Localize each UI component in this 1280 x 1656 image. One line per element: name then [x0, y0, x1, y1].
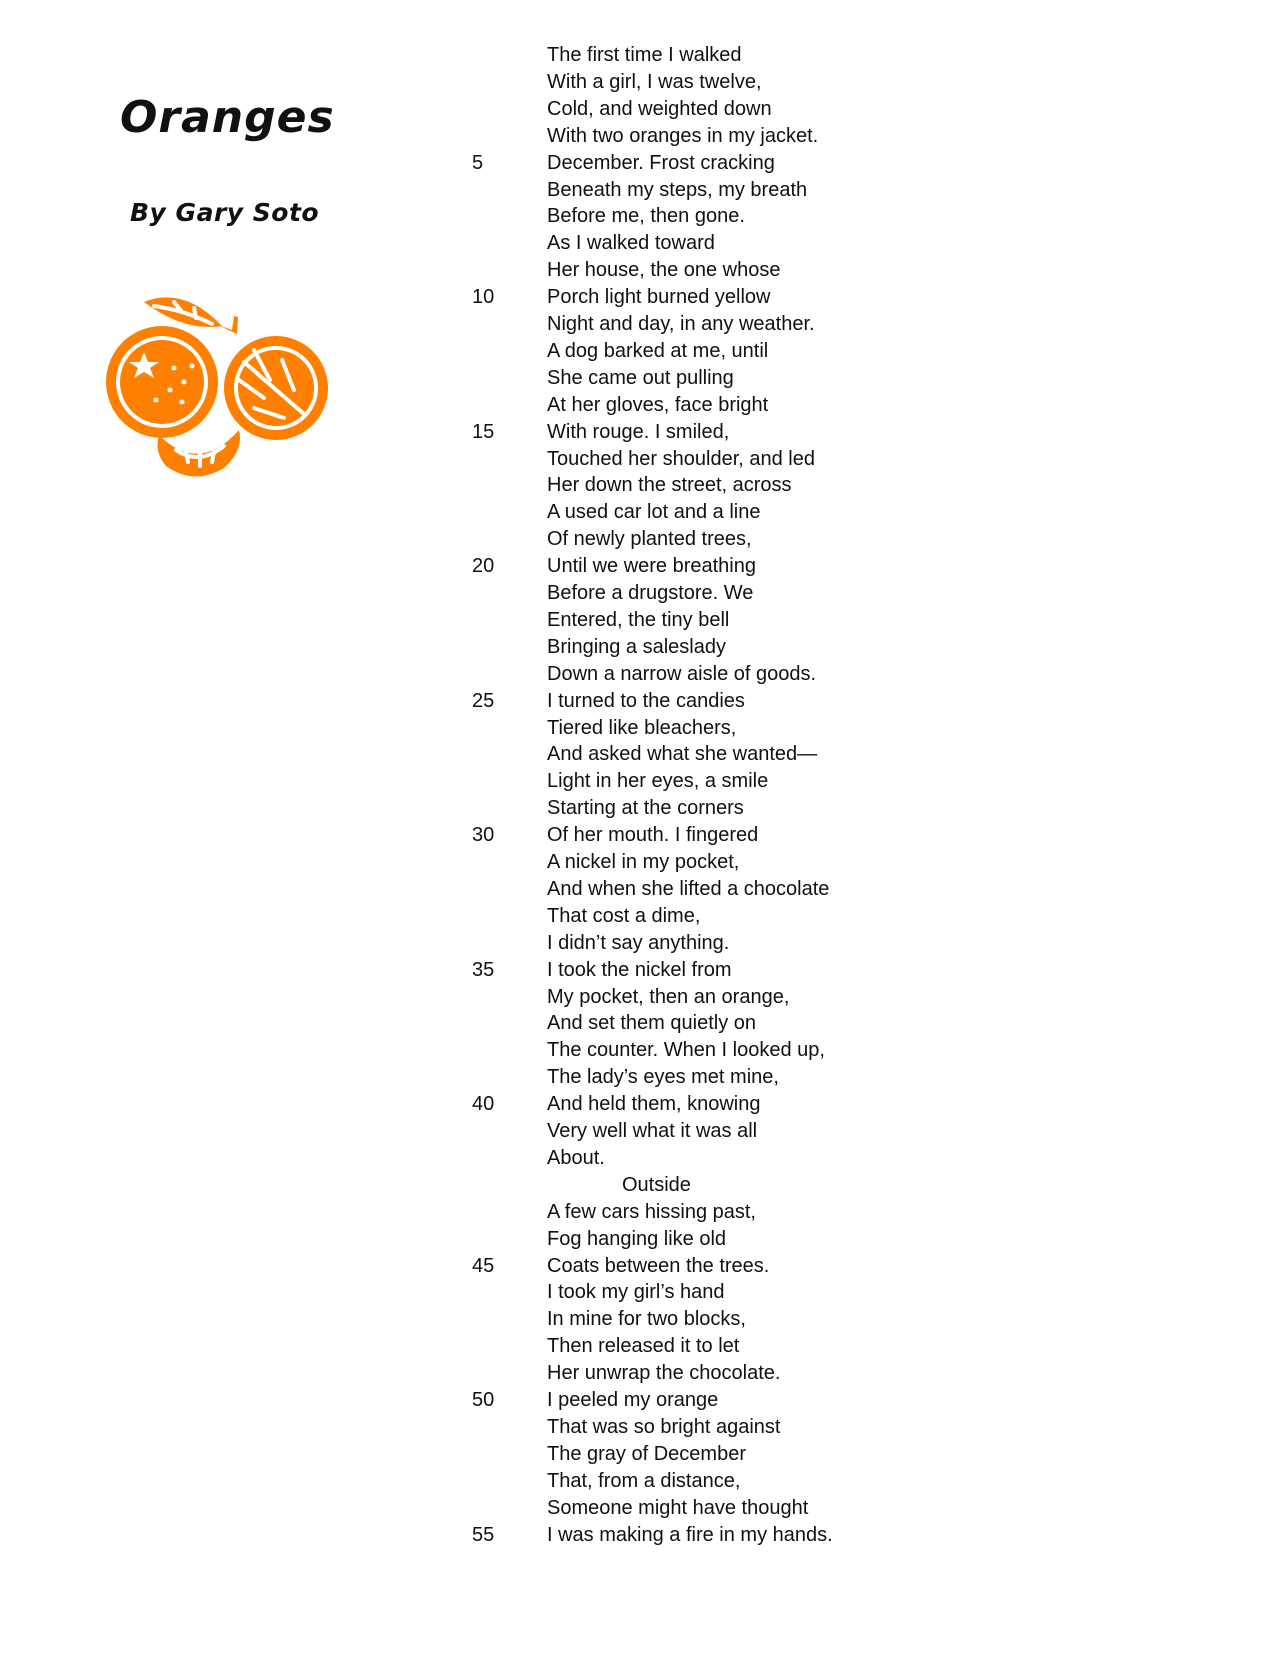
line-number: 45 [472, 1254, 495, 1277]
line-text: Tiered like bleachers, [547, 716, 737, 739]
line-text: Bringing a saleslady [547, 635, 726, 658]
line-number: 20 [472, 555, 495, 578]
line-text: And held them, knowing [547, 1093, 761, 1116]
line-text: Fog hanging like old [547, 1227, 727, 1250]
line-text: Night and day, in any weather. [547, 313, 815, 335]
line-text: December. Frost cracking [547, 151, 775, 174]
line-text: That, from a distance, [547, 1469, 741, 1492]
line-number: 55 [472, 1523, 495, 1546]
line-text: My pocket, then an orange, [547, 985, 790, 1008]
line-number: 50 [472, 1389, 495, 1411]
line-text: Very well what it was all [547, 1120, 758, 1142]
line-text: With two oranges in my jacket. [547, 124, 819, 147]
line-text: Touched her shoulder, and led [547, 447, 815, 470]
line-text: The counter. When I looked up, [547, 1039, 825, 1062]
line-text: About. [547, 1146, 605, 1169]
line-text: At her gloves, face bright [547, 393, 769, 416]
line-text: A used car lot and a line [547, 501, 761, 524]
line-text: Her house, the one whose [547, 259, 781, 282]
line-number: 15 [472, 420, 495, 443]
line-text: The lady’s eyes met mine, [547, 1066, 779, 1089]
line-text: She came out pulling [547, 366, 734, 389]
line-text: That cost a dime, [547, 904, 701, 927]
line-text: In mine for two blocks, [547, 1308, 746, 1331]
line-text: I peeled my orange [547, 1389, 719, 1411]
line-text: I turned to the candies [547, 689, 745, 712]
line-text: That was so bright against [547, 1415, 781, 1438]
line-text: Then released it to let [547, 1335, 740, 1358]
line-text: Until we were breathing [547, 555, 756, 578]
line-text: A dog barked at me, until [547, 339, 769, 362]
oranges-illustration-icon [104, 290, 332, 480]
line-number: 5 [472, 151, 484, 174]
line-text: And when she lifted a chocolate [547, 877, 830, 900]
line-text: Before a drugstore. We [547, 582, 754, 604]
line-text: And asked what she wanted— [547, 743, 818, 766]
line-text: Coats between the trees. [547, 1254, 770, 1277]
line-text: Porch light burned yellow [547, 286, 771, 309]
line-text: Someone might have thought [547, 1496, 809, 1519]
line-number: 10 [472, 286, 495, 309]
line-text: Entered, the tiny bell [547, 608, 730, 631]
line-number: 40 [472, 1093, 495, 1116]
line-text: Of newly planted trees, [547, 528, 752, 551]
line-text: Outside [622, 1173, 691, 1196]
line-text: I didn’t say anything. [547, 931, 730, 954]
line-text: Starting at the corners [547, 797, 744, 820]
line-text: Her down the street, across [547, 474, 792, 497]
line-text: The first time I walked [547, 44, 742, 66]
line-text: The gray of December [547, 1442, 746, 1465]
line-text: And set them quietly on [547, 1012, 757, 1035]
line-text: Before me, then gone. [547, 205, 745, 228]
poem-title: Oranges [120, 92, 335, 143]
author-byline: By Gary Soto [130, 198, 320, 227]
line-text: Her unwrap the chocolate. [547, 1362, 781, 1385]
line-text: Beneath my steps, my breath [547, 178, 808, 201]
line-text: As I walked toward [547, 232, 715, 255]
line-text: Cold, and weighted down [547, 97, 772, 120]
line-text: I took the nickel from [547, 958, 732, 981]
line-text: With rouge. I smiled, [547, 420, 730, 443]
line-text: I was making a fire in my hands. [547, 1523, 833, 1546]
line-text: A few cars hissing past, [547, 1200, 756, 1223]
line-text: Light in her eyes, a smile [547, 770, 769, 793]
line-text: Of her mouth. I fingered [547, 824, 759, 847]
line-number: 25 [472, 689, 495, 712]
line-number: 35 [472, 958, 495, 981]
line-number: 30 [472, 824, 495, 847]
line-text: With a girl, I was twelve, [547, 70, 762, 93]
line-text: A nickel in my pocket, [547, 851, 740, 873]
line-text: Down a narrow aisle of goods. [547, 662, 817, 685]
line-text: I took my girl’s hand [547, 1281, 725, 1304]
